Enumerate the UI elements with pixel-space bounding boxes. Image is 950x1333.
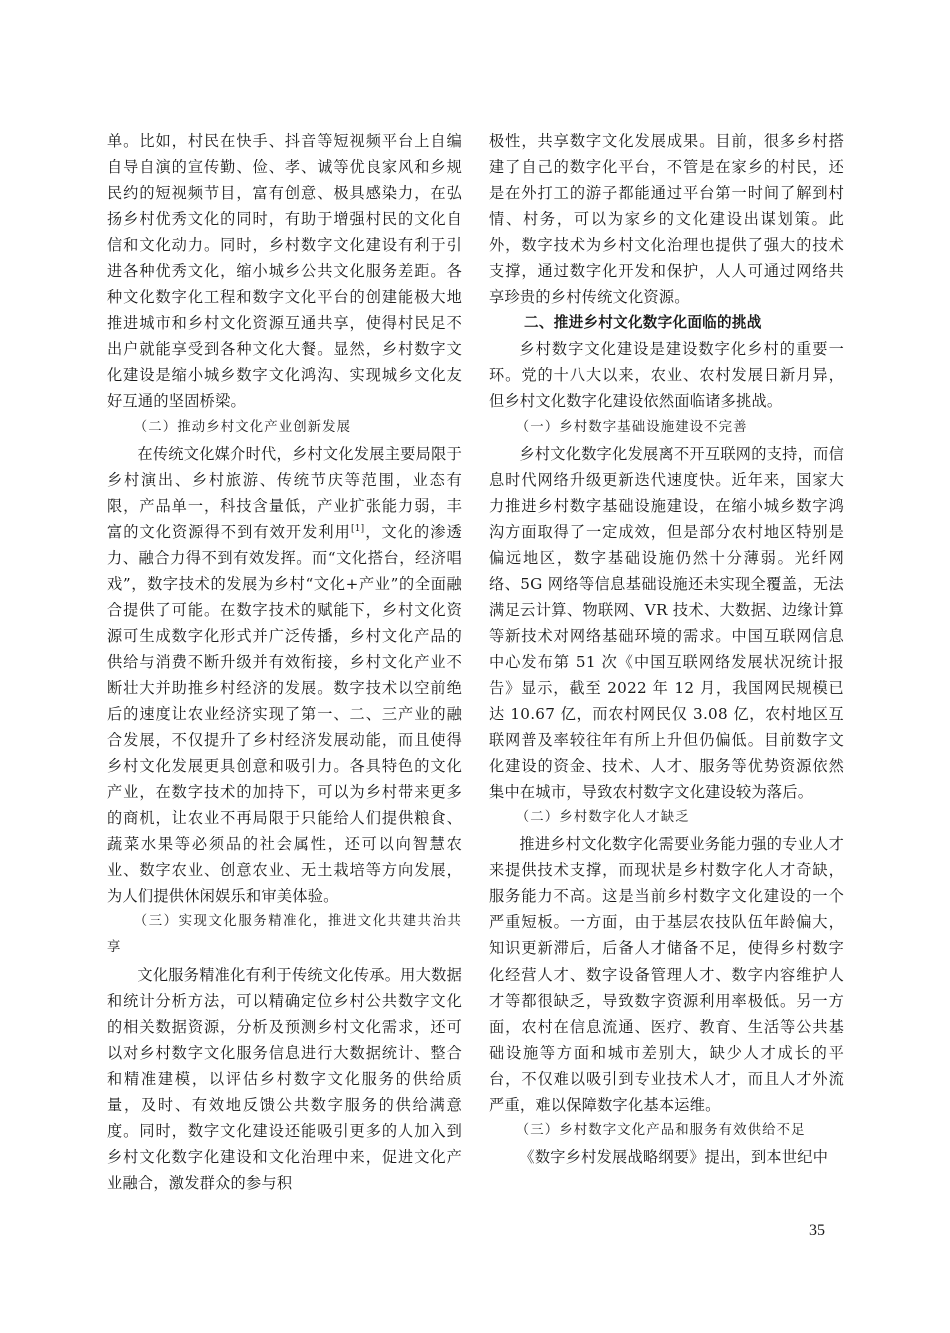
section-heading: 二、推进乡村文化数字化面临的挑战 [524,314,762,332]
subsection-heading: （三）乡村数字文化产品和服务有效供给不足 [515,1122,806,1138]
paragraph: 《数字乡村发展战略纲要》提出，到本世纪中 [519,1147,829,1166]
left-column [107,128,462,1196]
subsection-heading: （二）乡村数字化人才缺乏 [515,810,690,826]
paragraph: 推进乡村文化数字化需要业务能力强的专业人才来提供技术支撑，而现状是乡村数字化人才奇缺，服务能力不高。这是当前乡村数字文化建设的一个严重短板。一方面，由于基层农技队伍年龄偏大，知识更新滞后，后备人才储备不足，使得乡村数字化经营人才、数字设备管理人才、数字内容维护人才等都很缺乏，导致数字资源利用率极低。另一方面，农村在信息流通、医疗、教育、生活等公共基础设施等方面和城市差别大，缺少人才成长的平台，不仅难以吸引到专业技术人才，而且人才外流严重，难以保障数字化基本运维。 [489,835,844,1114]
subsection-heading: （二）推动乡村文化产业创新发展 [133,419,352,435]
paragraph: 极性，共享数字文化发展成果。目前，很多乡村搭建了自己的数字化平台，不管是在家乡的村民，还是在外打工的游子都能通过平台第一时间了解到村情、村务，可以为家乡的文化建设出谋划策。此外，数字技术为乡村文化治理也提供了强大的技术支撑，通过数字化开发和保护，人人可通过网络共享珍贵的乡村传统文化资源。 [489,132,844,307]
paragraph-text: ，文化的渗透力、融合力得不到有效发挥。而“文化搭台，经济唱戏”，数字技术的发展为乡村“文化+产业”的全面融合提供了可能。在数字技术的赋能下，乡村文化资源可生成数字化形式并广泛传播，乡村文化产品的供给与消费不断升级并有效衔接，乡村文化产业不断壮大并助推乡村经济的发展。数字技术以空前绝后的速度让农业经济实现了第一、二、三产业的融合发展，不仅提升了乡村经济发展动能，而且使得乡村文化发展更具创意和吸引力。各具特色的文化产业，在数字技术的加持下，可以为乡村带来更多的商机，让农业不再局限于只能给人们提供粮食、蔬菜水果等必须品的社会属性，还可以向智慧农业、数字农业、创意农业、无土栽培等方向发展，为人们提供休闲娱乐和审美体验。 [107,522,463,906]
paragraph: 文化服务精准化有利于传统文化传承。用大数据和统计分析方法，可以精确定位乡村公共数字文化的相关数据资源，分析及预测乡村文化需求，还可以对乡村数字文化服务信息进行大数据统计、整合和精准建模，以评估乡村数字文化服务的供给质量，及时、有效地反馈公共数字服务的供给满意度。同时，数字文化建设还能吸引更多的人加入到乡村文化数字化建设和文化治理中来，促进文化产业融合，激发群众的参与积 [107,965,462,1192]
page-number: 35 [809,1222,825,1239]
paragraph [107,441,462,910]
paragraph: 乡村文化数字化发展离不开互联网的支持，而信息时代网络升级更新迭代速度快。近年来，国家大力推进乡村数字基础设施建设，在缩小城乡数字鸿沟方面取得了一定成效，但是部分农村地区特别是偏远地区，数字基础设施仍然十分薄弱。光纤网络、5G 网络等信息基础设施还未实现全覆盖，无法满足云计算、物联网、VR 技术、大数据、边缘计算等新技术对网络基础环境的需求。中国互联网信息中心发布第 51 次《中国互联网络发展状况统计报告》显示，截至 2022 年 12 月，我国网民规模已达 10.67 亿，而农村网民仅 3.08 亿，农村地区互联网普及率较往年有所上升但仍偏低。目前数字文化建设的资金、技术、人才、服务等优势资源依然集中在城市，导致农村数字文化建设较为落后。 [489,444,844,802]
paragraph: 乡村数字文化建设是建设数字化乡村的重要一环。党的十八大以来，农业、农村发展日新月异，但乡村文化数字化建设依然面临诸多挑战。 [489,340,844,411]
right-column [489,128,844,1170]
citation-ref: [1] [350,523,365,534]
subsection-heading: （一）乡村数字基础设施建设不完善 [515,419,748,435]
paragraph-text: 在传统文化媒介时代，乡村文化发展主要局限于乡村演出、乡村旅游、传统节庆等范围，业态有限，产品单一，科技含量低，产业扩张能力弱，丰富的文化资源得不到有效开发利用 [107,444,462,541]
subsection-heading: （三）实现文化服务精准化，推进文化共建共治共享 [107,914,462,956]
paragraph: 单。比如，村民在快手、抖音等短视频平台上自编自导自演的宣传勤、俭、孝、诚等优良家风和乡规民约的短视频节目，富有创意、极具感染力，在弘扬乡村优秀文化的同时，有助于增强村民的文化自信和文化动力。同时，乡村数字文化建设有利于引进各种优秀文化，缩小城乡公共文化服务差距。各种文化数字化工程和数字文化平台的创建能极大地推进城市和乡村文化资源互通共享，使得村民足不出户就能享受到各种文化大餐。显然，乡村数字文化建设是缩小城乡数字文化鸿沟、实现城乡文化友好互通的坚固桥梁。 [107,132,462,411]
